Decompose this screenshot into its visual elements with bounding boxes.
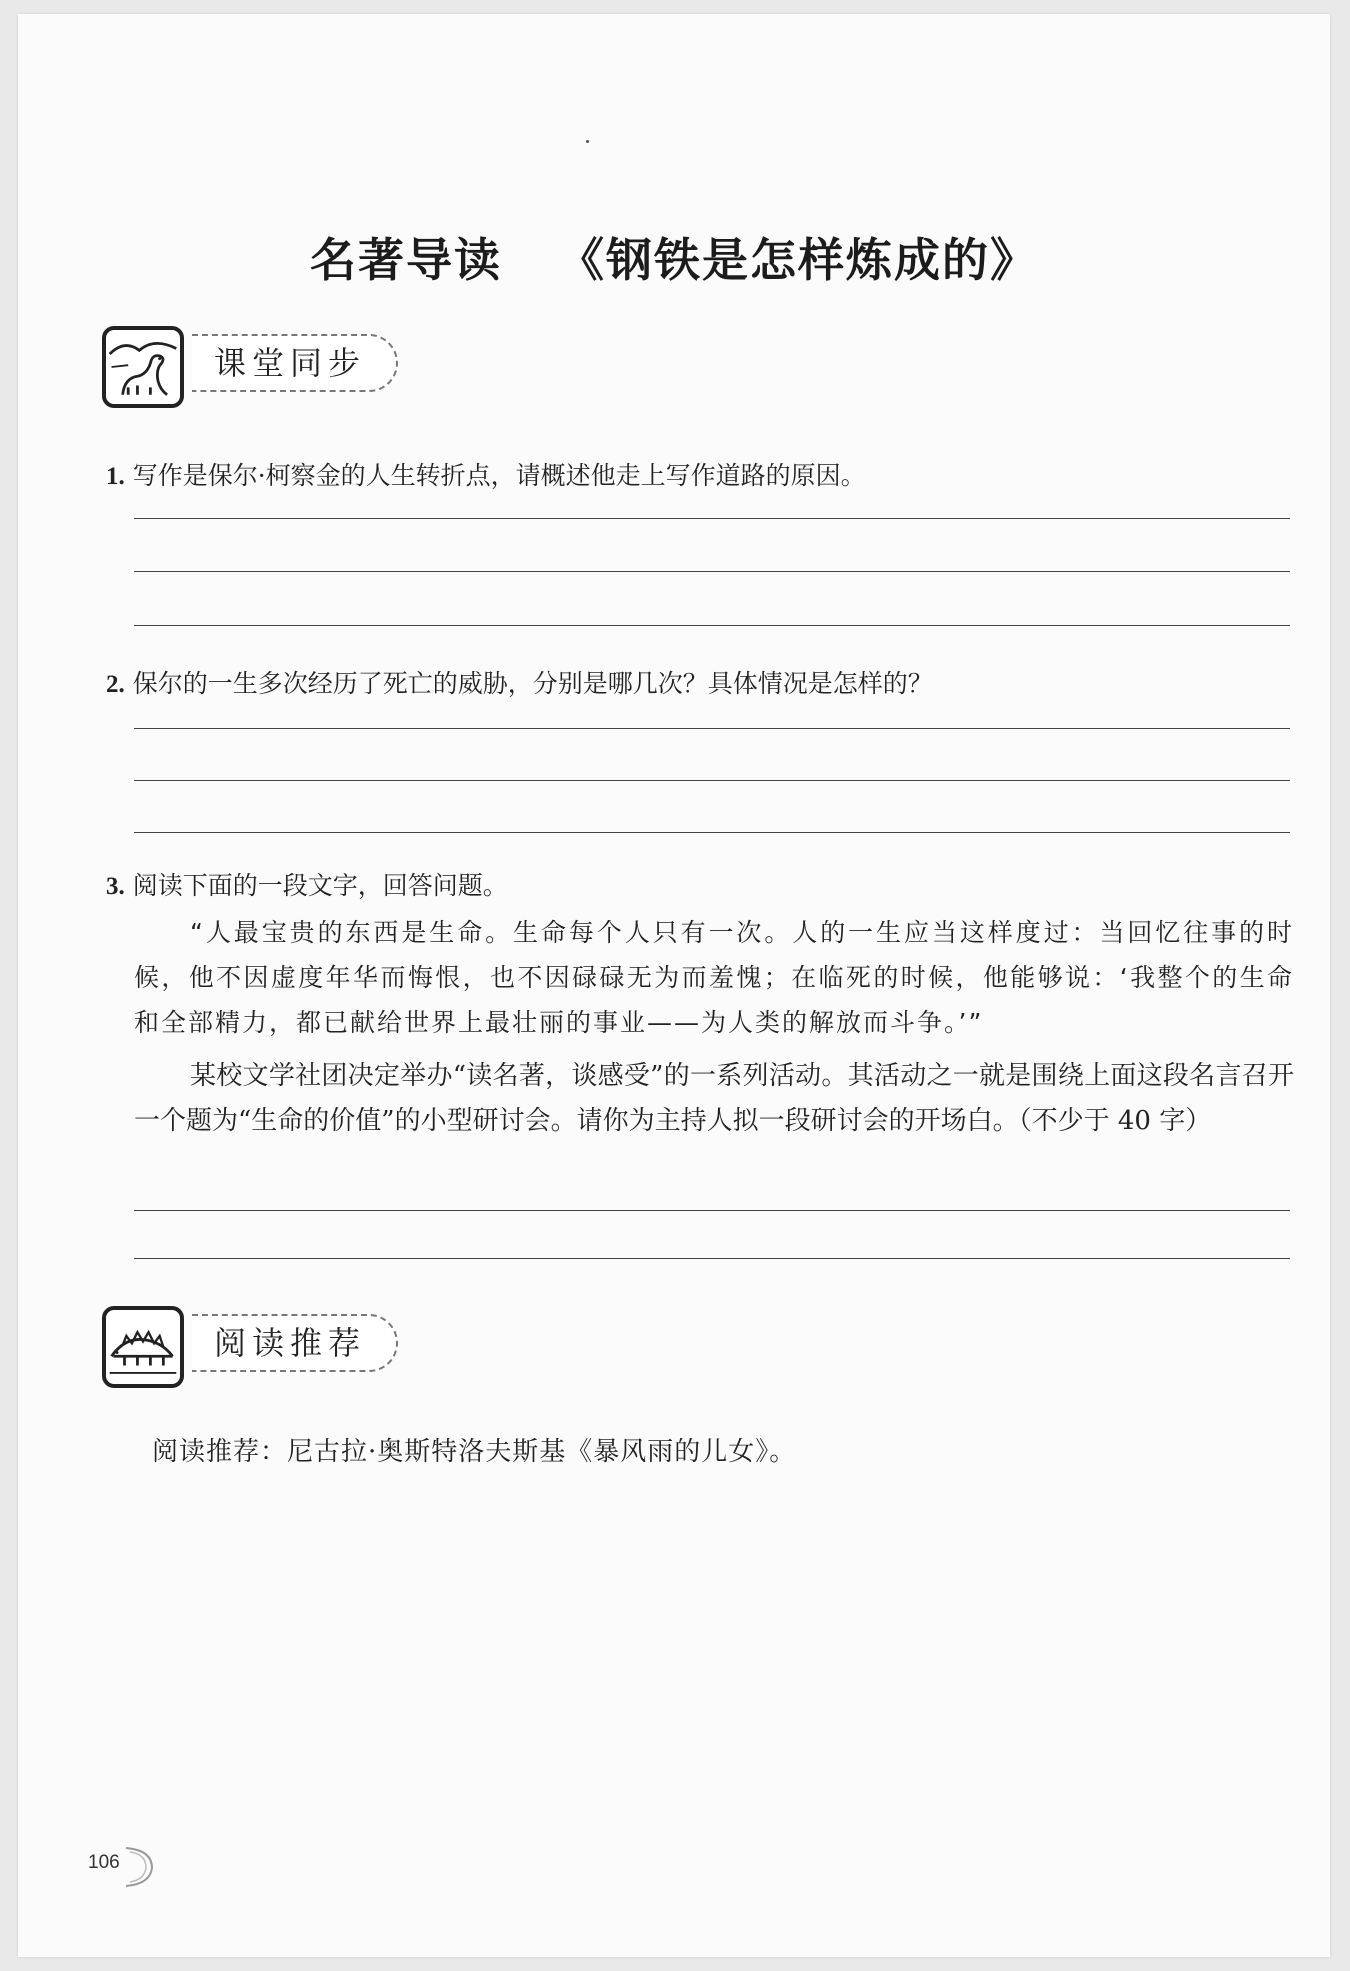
page-number-swirl-icon [112, 1844, 162, 1888]
answer-line[interactable] [134, 728, 1290, 729]
page-title [18, 224, 1330, 290]
dinosaur-landscape-icon [102, 326, 184, 408]
question-1 [106, 458, 1296, 495]
quotation-passage: “人最宝贵的东西是生命。生命每个人只有一次。人的一生应当这样度过：当回忆往事的时候，他不因虚度年华而悔恨，也不因碌碌无为而羞愧；在临死的时候，他能够说：‘我整个的生命和全部精力，都已献给世界上最壮丽的事业——为人类的解放而斗争。’” [134, 918, 1294, 1037]
title-part1: 名著导读 [310, 233, 502, 287]
answer-line[interactable] [134, 832, 1290, 833]
question-text: 保尔的一生多次经历了死亡的威胁，分别是哪几次？具体情况是怎样的？ [132, 669, 933, 698]
section-header-class-sync [88, 320, 408, 420]
print-speck [586, 140, 589, 143]
task-instruction: 某校文学社团决定举办“读名著，谈感受”的一系列活动。其活动之一就是围绕上面这段名言召开一个题为“生命的价值”的小型研讨会。请你为主持人拟一段研讨会的开场白。（不少于 40 字） [134, 1061, 1294, 1136]
question-number: 3. [106, 873, 125, 900]
answer-line[interactable] [134, 518, 1290, 519]
section-label: 阅读推荐 [192, 1314, 398, 1372]
answer-line[interactable] [134, 625, 1290, 626]
question-text: 写作是保尔·柯察金的人生转折点，请概述他走上写作道路的原因。 [132, 461, 866, 490]
question-number: 1. [106, 463, 125, 490]
title-part2: 《钢铁是怎样炼成的》 [558, 233, 1038, 287]
section-header-reading-rec [88, 1300, 408, 1400]
section-label: 课堂同步 [192, 334, 398, 392]
question-number: 2. [106, 671, 125, 698]
answer-line[interactable] [134, 780, 1290, 781]
page-number-text: 106 [88, 1852, 120, 1873]
page-number [88, 1844, 152, 1888]
stegosaurus-icon [102, 1306, 184, 1388]
question-2 [106, 666, 1296, 703]
question-3 [106, 868, 1296, 905]
question-text: 阅读下面的一段文字，回答问题。 [132, 871, 508, 900]
answer-line[interactable] [134, 571, 1290, 572]
answer-line[interactable] [134, 1210, 1290, 1211]
worksheet-page [18, 14, 1330, 1957]
reading-recommendation: 阅读推荐：尼古拉·奥斯特洛夫斯基《暴风雨的儿女》。 [152, 1437, 797, 1467]
answer-line[interactable] [134, 1258, 1290, 1259]
